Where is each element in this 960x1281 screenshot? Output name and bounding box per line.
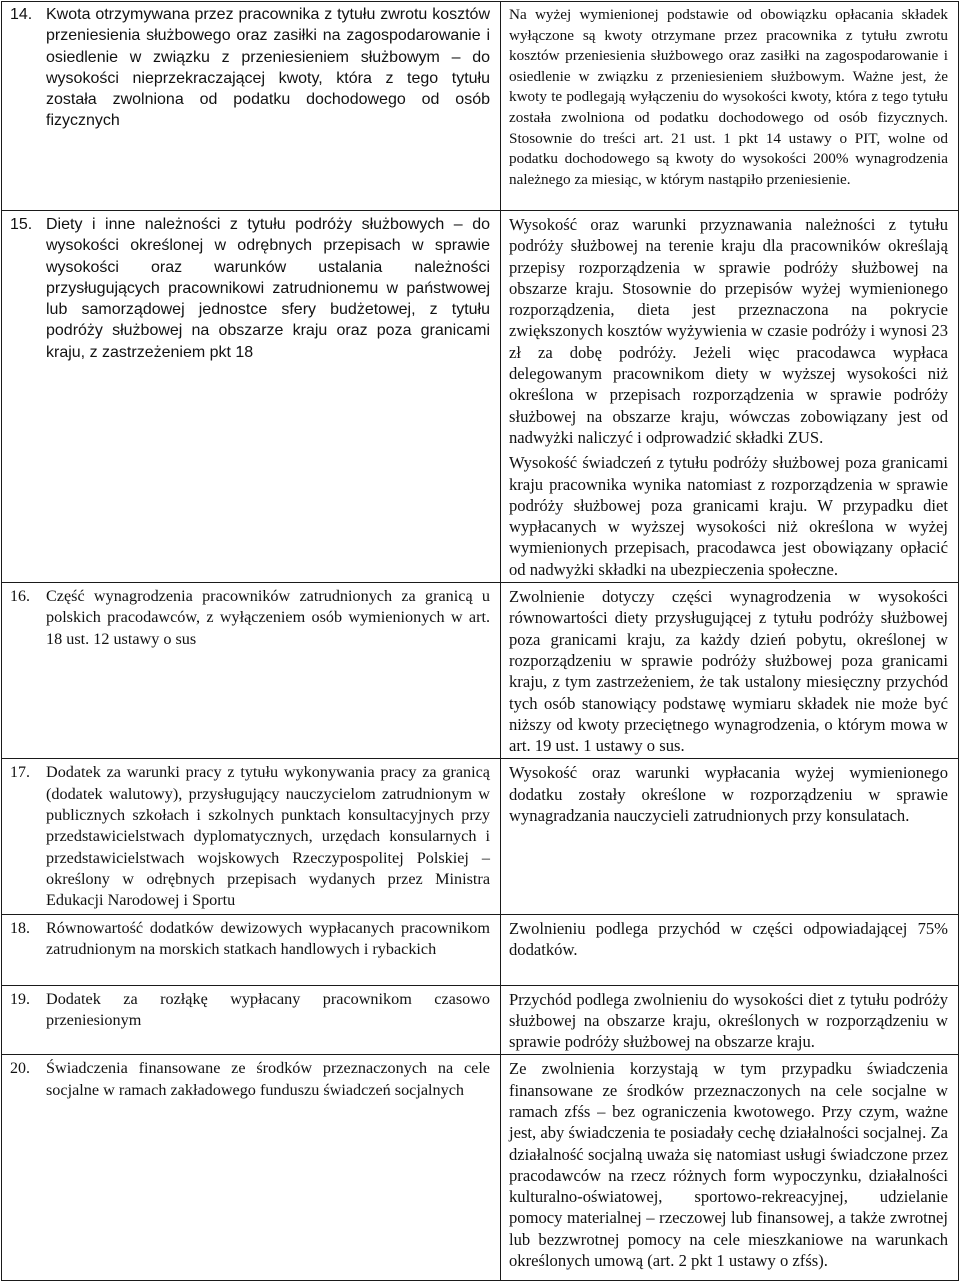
item-number: 15. xyxy=(10,216,33,233)
list-item xyxy=(10,586,490,650)
list-item xyxy=(10,989,490,1032)
item-commentary: Wysokość świadczeń z tytułu podróży służbowej poza granicami kraju pracownika wynika natomiast z rozporządzenia w sprawie podróży służbowej poza granicami kraju. W przypadku diet wypłacanych w wyższej wysokości niż określona w wyżej wymienionych przepisach, pracodawca jest obowiązany opłacić od nadwyżki składki na ubezpieczenia społeczne. xyxy=(509,453,948,579)
row-17-left-cell xyxy=(2,759,501,914)
row-19-left-cell xyxy=(2,985,501,1055)
table-row xyxy=(2,211,959,583)
item-description: Kwota otrzymywana przez pracownika z tytułu zwrotu kosztów przeniesienia służbowego oraz zasiłki na zagospodarowanie i osiedlenie w związku z przeniesieniem służbowym – do wysokości nieprzekraczającej kwoty, która z tego tytułu została zwolniona od podatku dochodowego od osób fizycznych xyxy=(46,6,490,130)
row-14-left-cell xyxy=(2,2,501,211)
row-20-left-cell xyxy=(2,1055,501,1281)
item-commentary: Przychód podlega zwolnieniu do wysokości diet z tytułu podróży służbowej na obszarze kraju, określonych w rozporządzeniu w sprawie podróży służbowej na obszarze kraju. xyxy=(509,989,948,1052)
item-commentary: Na wyżej wymienionej podstawie od obowiązku opłacania składek wyłączone są kwoty otrzymane przez pracownika z tytułu zwrotu kosztów przeniesienia służbowego oraz zasiłki na zagospodarowanie i osiedlenie w związku z przeniesieniem służbowym. Ważne jest, że kwoty te podlegają wyłączeniu do wysokości kwoty, która z tego tytułu została zwolniona od podatku dochodowego od osób fizycznych. Stosownie do treści art. 21 ust. 1 pkt 14 ustawy o PIT, wolne od podatku dochodowego są kwoty do wysokości 200% wynagrodzenia należnego za miesiąc, w którym nastąpiło przeniesienie. xyxy=(509,6,948,188)
table-row xyxy=(2,2,959,211)
list-item xyxy=(10,214,490,363)
item-number: 14. xyxy=(10,6,33,23)
table-row xyxy=(2,1055,959,1281)
item-number: 16. xyxy=(10,588,30,606)
item-commentary: Wysokość oraz warunki przyznawania należności z tytułu podróży służbowej na terenie kraju dla pracowników określają przepisy rozporządzenia w sprawie podróży służbowej na obszarze kraju. Stosownie do przepisów wyżej wymienionego rozporządzenia, dieta jest przeznaczona na pokrycie zwiększonych kosztów wyżywienia w czasie podróży i wynosi 23 zł za dobę podróży. Jeżeli więc pracodawca wypłaca delegowanym pracownikom diety w wyższej wysokości niż określona w przepisach rozporządzenia w sprawie podróży służbowej na obszarze kraju, wówczas zobowiązany jest od nadwyżki naliczyć i odprowadzić składki ZUS. xyxy=(509,215,948,447)
row-18-left-cell xyxy=(2,914,501,985)
item-description: Dodatek za rozłąkę wypłacany pracownikom czasowo przeniesionym xyxy=(46,989,490,1029)
item-description: Dodatek za warunki pracy z tytułu wykonywania pracy za granicą (dodatek walutowy), przysługujący nauczycielom zatrudnionym w publicznych szkołach i szkolnych punktach konsultacyjnych przy przedstawicielstwach dyplomatycznych, urzędach konsularnych i przedstawicielstwach wojskowych Rzeczypospolitej Polskiej – określony w odrębnych przepisach wydanych przez Ministra Edukacji Narodowej i Sportu xyxy=(46,763,490,910)
item-commentary: Wysokość oraz warunki wypłacania wyżej wymienionego dodatku zostały określone w rozporządzeniu w sprawie wynagradzania nauczycieli zatrudnionych przy konsulatach. xyxy=(509,763,948,826)
row-18-right-cell xyxy=(501,914,959,985)
item-commentary: Zwolnieniu podlega przychód w części odpowiadającej 75% dodatków. xyxy=(509,918,948,959)
row-16-left-cell xyxy=(2,583,501,759)
row-17-right-cell xyxy=(501,759,959,914)
row-16-right-cell xyxy=(501,583,959,759)
list-item xyxy=(10,762,490,911)
item-description: Równowartość dodatków dewizowych wypłacanych pracownikom zatrudnionym na morskich statkach handlowych i rybackich xyxy=(46,918,490,958)
item-number: 19. xyxy=(10,990,30,1008)
item-description: Część wynagrodzenia pracowników zatrudnionych za granicą u polskich pracodawców, z wyłączeniem osób wymienionych w art. 18 ust. 12 ustawy o sus xyxy=(46,587,490,648)
row-15-right-cell xyxy=(501,211,959,583)
table-row xyxy=(2,759,959,914)
table-row xyxy=(2,985,959,1055)
item-commentary: Ze zwolnienia korzystają w tym przypadku świadczenia finansowane ze środków przeznaczonych na cele socjalne w ramach zfśs – bez ograniczenia kwotowego. Przy czym, ważne jest, aby świadczenia te posiadały cechę działalności socjalnej. Za działalność socjalną uważa się natomiast usługi świadczone przez pracodawców na rzecz różnych form wypoczynku, działalności kulturalno-oświatowej, sportowo-rekreacyjnej, udzielanie pomocy materialnej – rzeczowej lub finansowej, a także zwrotnej lub bezzwrotnej pomocy na cele mieszkaniowe na warunkach określonych umową (art. 2 pkt 1 ustawy o zfśs). xyxy=(509,1059,948,1271)
row-19-right-cell xyxy=(501,985,959,1055)
item-commentary: Zwolnienie dotyczy części wynagrodzenia w wysokości równowartości diety przysługującej z tytułu podróży służbowej poza granicami kraju, za każdy dzień pobytu, określonej w rozporządzeniu w sprawie podróży służbowej poza granicami kraju, z tym zastrzeżeniem, że tak ustalony miesięczny przychód tych osób stanowiący podstawę wymiaru składek nie może być niższy od kwoty przeciętnego wynagrodzenia, o którym mowa w art. 19 ust. 1 ustawy o sus. xyxy=(509,587,948,756)
row-15-left-cell xyxy=(2,211,501,583)
row-14-right-cell xyxy=(501,2,959,211)
item-number: 20. xyxy=(10,1060,30,1078)
table-row xyxy=(2,583,959,759)
row-20-right-cell xyxy=(501,1055,959,1281)
list-item xyxy=(10,4,490,132)
list-item xyxy=(10,918,490,961)
regulations-table xyxy=(1,1,959,1281)
list-item xyxy=(10,1058,490,1101)
item-number: 18. xyxy=(10,919,30,937)
item-description: Świadczenia finansowane ze środków przeznaczonych na cele socjalne w ramach zakładowego funduszu świadczeń socjalnych xyxy=(46,1059,490,1099)
table-row xyxy=(2,914,959,985)
item-description: Diety i inne należności z tytułu podróży służbowych – do wysokości określonej w odrębnych przepisach w sprawie wysokości oraz warunków ustalania należności przysługujących pracownikowi zatrudnionemu w państwowej lub samorządowej jednostce sfery budżetowej, z tytułu podróży służbowej na obszarze kraju oraz poza granicami kraju, z zastrzeżeniem pkt 18 xyxy=(46,216,490,361)
item-number: 17. xyxy=(10,764,30,782)
